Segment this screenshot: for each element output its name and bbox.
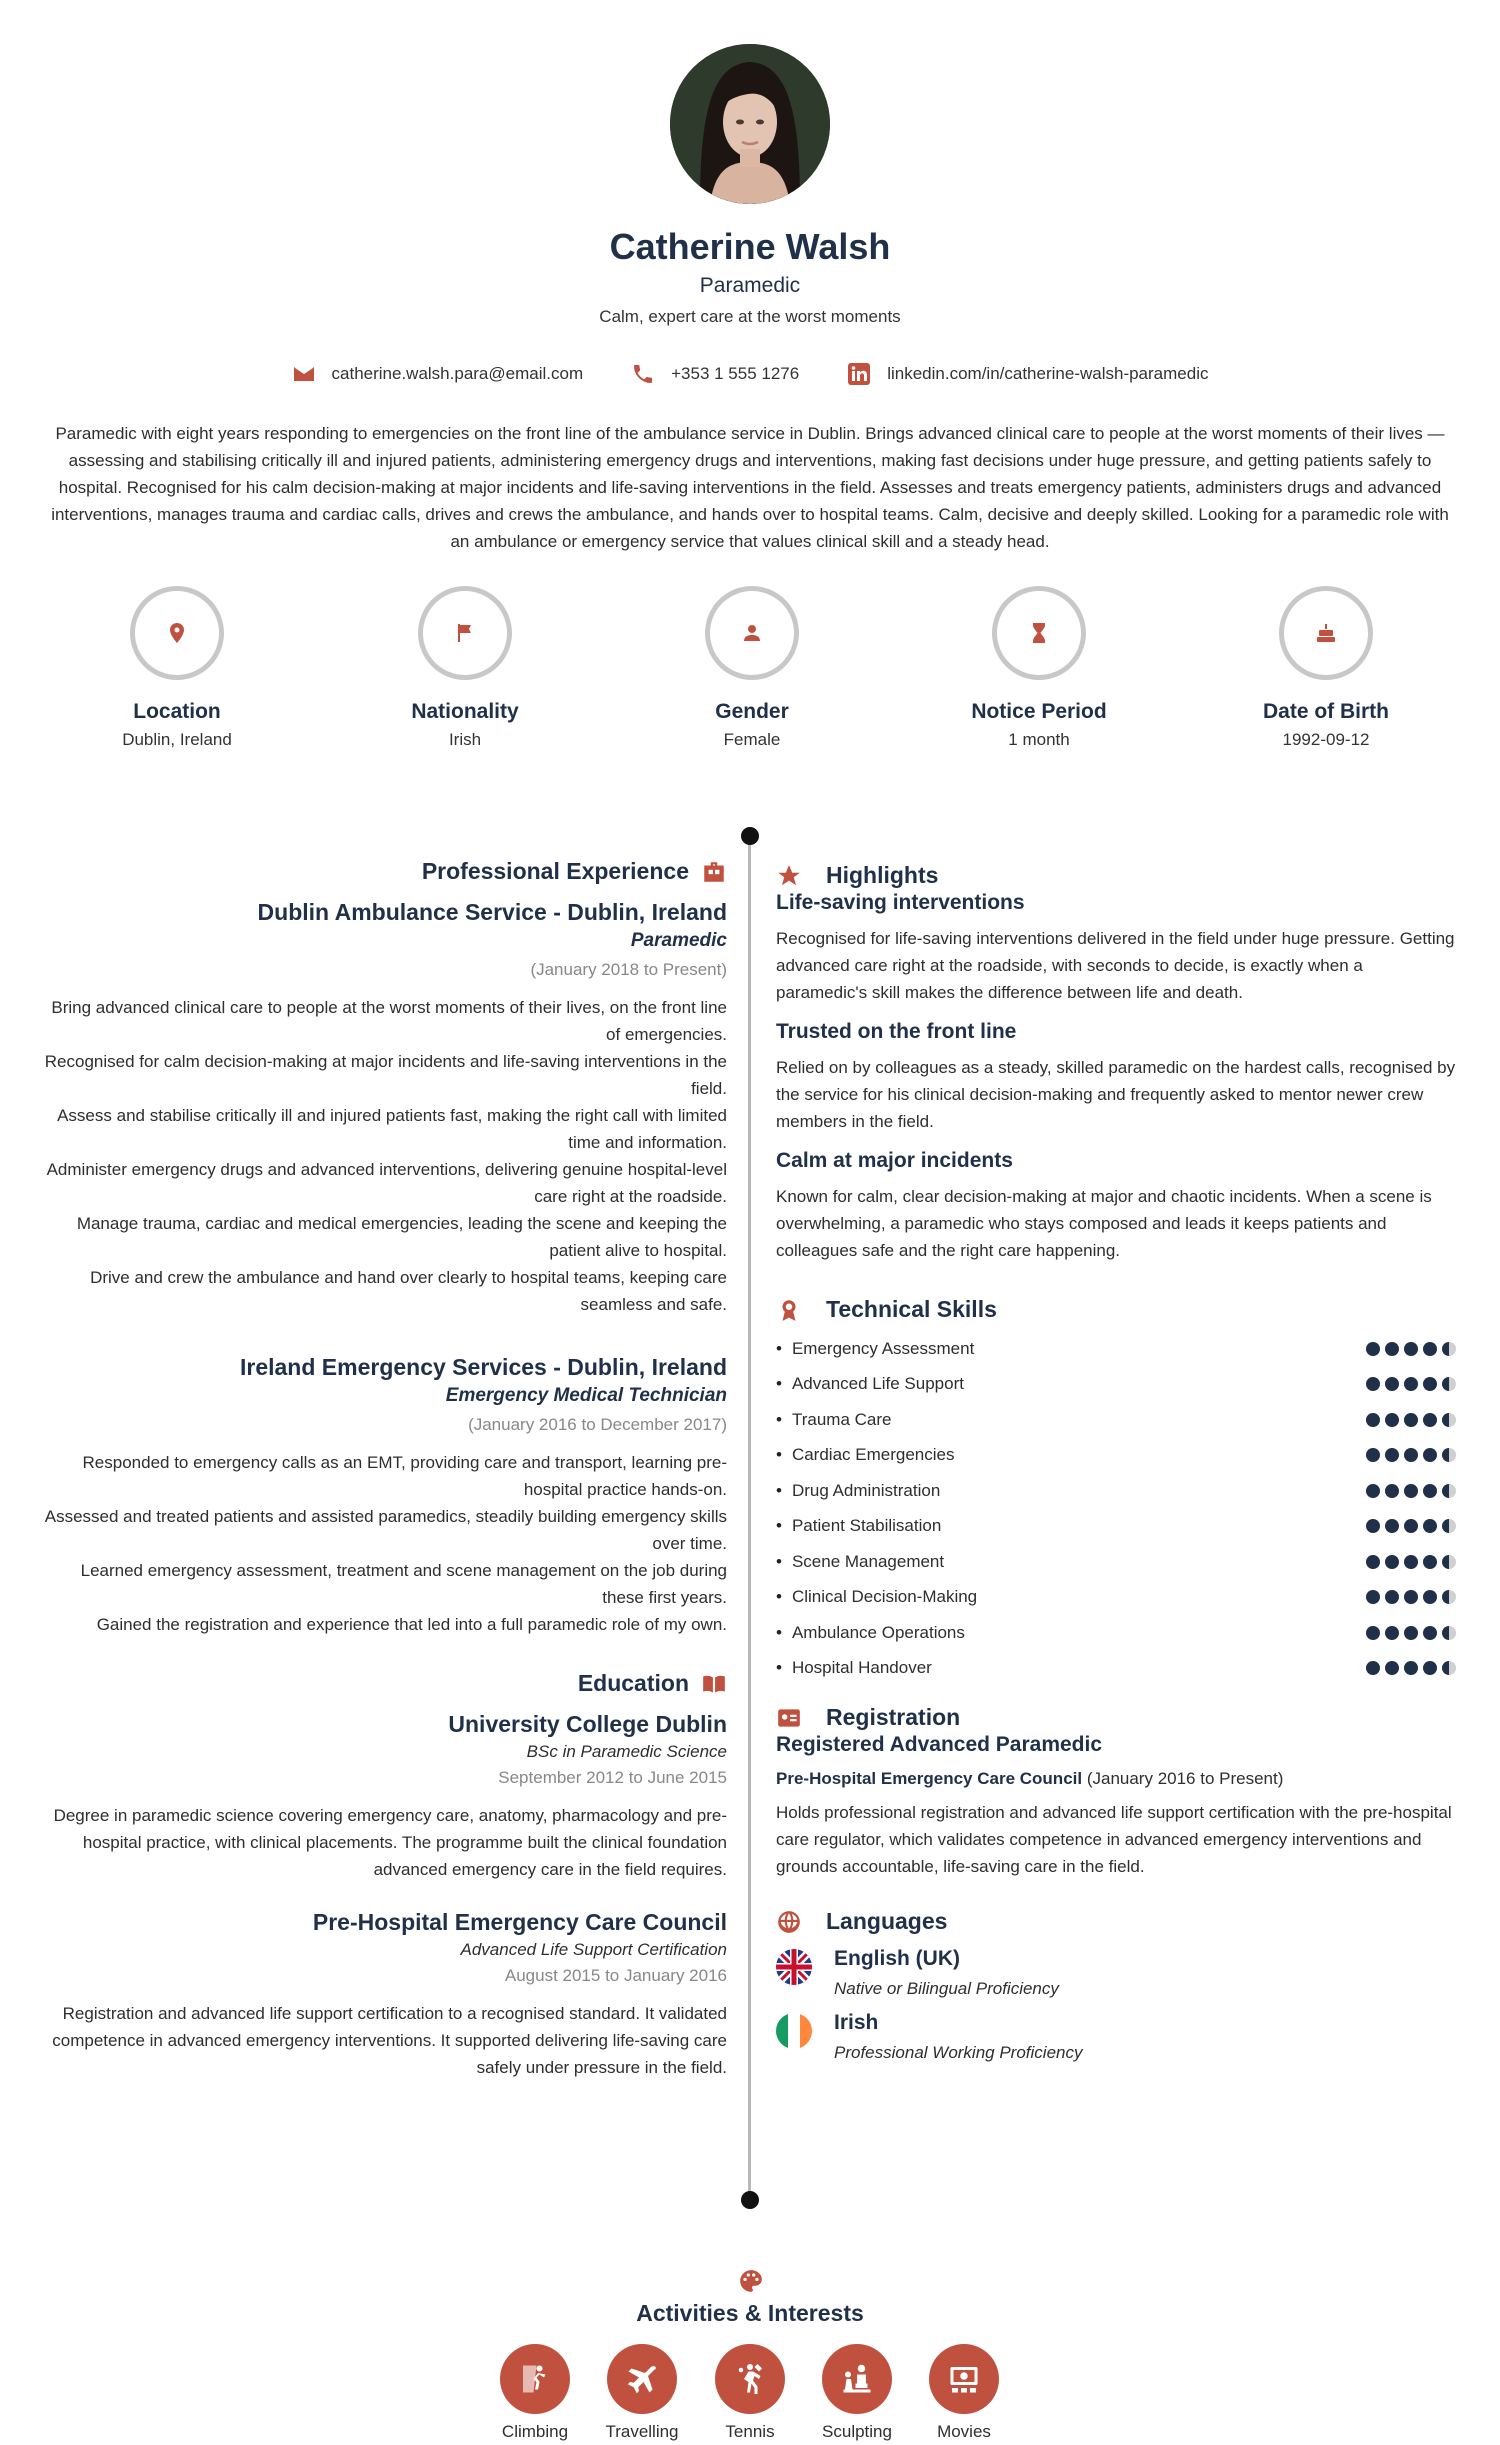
info-ring xyxy=(1279,586,1373,680)
interest-label: Tennis xyxy=(725,2422,775,2441)
language-level: Professional Working Proficiency xyxy=(834,2043,1083,2062)
job-bullet: Recognised for calm decision-making at major incidents and life-saving interventions in the field. xyxy=(44,1052,727,1098)
interest-label: Travelling xyxy=(605,2422,679,2441)
profile-summary: Paramedic with eight years responding to emergencies on the front line of the ambulance service in Dublin. Brings advanced clinical care to people at the worst moments of their lives — assessing and stabilising critically ill and injured patients, administering emergency drugs and interventions, making fast decisions under huge pressure, and getting patients safely to hospital. Recognised for his calm decision-making at major incidents and life-saving interventions in the field. Assesses and treats emergency patients, administers drugs and advanced interventions, manages trauma and cardiac calls, drives and crews the ambulance, and hands over to hospital teams. Calm, decisive and deeply skilled. Looking for a paramedic role with an ambulance or emergency service that values clinical skill and a steady head. xyxy=(51,424,1449,551)
skill-rating xyxy=(1366,1377,1456,1391)
highlight-text: Known for calm, clear decision-making at major and chaotic incidents. When a scene is overwhelming, a paramedic who stays composed and leads it keeps patients and colleagues safe and the right care happening. xyxy=(776,1187,1432,1260)
rating-dot xyxy=(1385,1555,1399,1569)
registration-title-text: Registration xyxy=(826,1704,961,1730)
rating-dot xyxy=(1442,1661,1456,1675)
job-bullet: Manage trauma, cardiac and medical emergencies, leading the scene and keeping the patient alive to hospital. xyxy=(76,1214,727,1260)
skill-name: • Cardiac Emergencies xyxy=(776,1445,954,1465)
job-bullet: Gained the registration and experience that led into a full paramedic role of my own. xyxy=(96,1615,727,1634)
candidate-name: Catherine Walsh xyxy=(609,226,891,267)
education-school: University College Dublin xyxy=(448,1711,727,1737)
email-text[interactable]: catherine.walsh.para@email.com xyxy=(331,364,584,383)
rating-dot xyxy=(1442,1413,1456,1427)
rating-dot xyxy=(1423,1484,1437,1498)
skill-rating xyxy=(1366,1661,1456,1675)
education-school: Pre-Hospital Emergency Care Council xyxy=(312,1909,727,1935)
star-icon xyxy=(776,863,802,889)
skills-list xyxy=(776,1331,1456,1686)
info-nationality xyxy=(345,586,585,750)
languages-title xyxy=(776,1908,1456,1935)
info-value: 1992-09-12 xyxy=(1282,730,1370,749)
info-ring xyxy=(705,586,799,680)
interest-bubble xyxy=(500,2344,570,2414)
timeline-dot-top xyxy=(741,827,759,845)
interest-climbing xyxy=(480,2344,590,2442)
rating-dot xyxy=(1442,1519,1456,1533)
candidate-tagline: Calm, expert care at the worst moments xyxy=(599,307,901,326)
highlight-text: Recognised for life-saving interventions delivered in the field under huge pressure. Getting advanced care right at the roadside, with seconds to decide, is exactly when a paramedic's skill makes the difference between life and death. xyxy=(776,929,1455,1002)
skill-name: • Advanced Life Support xyxy=(776,1374,964,1394)
right-column xyxy=(776,862,1456,2063)
profile-photo xyxy=(670,44,830,204)
skill-rating xyxy=(1366,1484,1456,1498)
palette-icon xyxy=(738,2268,764,2294)
job-role: Paramedic xyxy=(630,930,727,951)
flag-icon xyxy=(453,621,477,645)
job-bullet: Responded to emergency calls as an EMT, providing care and transport, learning pre-hospital practice hands-on. xyxy=(82,1453,727,1499)
education-degree: Advanced Life Support Certification xyxy=(460,1940,727,1959)
linkedin-icon xyxy=(847,362,871,386)
rating-dot xyxy=(1404,1413,1418,1427)
info-label: Date of Birth xyxy=(1263,700,1389,723)
rating-dot xyxy=(1442,1626,1456,1640)
experience-title-text: Professional Experience xyxy=(421,858,689,884)
job-bullet: Drive and crew the ambulance and hand over clearly to hospital teams, keeping care seamless and safe. xyxy=(90,1268,727,1314)
rating-dot xyxy=(1442,1377,1456,1391)
education-dates: August 2015 to January 2016 xyxy=(504,1966,727,1985)
interest-tennis xyxy=(695,2344,805,2442)
timeline-line xyxy=(748,836,751,2200)
info-location xyxy=(57,586,297,750)
rating-dot xyxy=(1385,1342,1399,1356)
info-ring xyxy=(992,586,1086,680)
rating-dot xyxy=(1366,1413,1380,1427)
skill-row xyxy=(776,1544,1456,1580)
skill-name: • Trauma Care xyxy=(776,1410,891,1430)
skill-row xyxy=(776,1580,1456,1616)
rating-dot xyxy=(1423,1519,1437,1533)
rating-dot xyxy=(1423,1413,1437,1427)
language-level: Native or Bilingual Proficiency xyxy=(834,1979,1059,1998)
job-dates: (January 2016 to December 2017) xyxy=(468,1415,727,1434)
registration-text: Holds professional registration and advanced life support certification with the pre-hospital care regulator, which validates competence in advanced emergency interventions and grounds accountable, life-saving care in the field. xyxy=(776,1803,1452,1876)
highlights-title-text: Highlights xyxy=(826,862,939,888)
education-dates: September 2012 to June 2015 xyxy=(498,1768,727,1787)
skill-row xyxy=(776,1473,1456,1509)
airplane-icon xyxy=(624,2361,660,2397)
education-entry xyxy=(44,1711,727,1883)
job-bullet: Bring advanced clinical care to people at the worst moments of their lives, on the front line of emergencies. xyxy=(51,998,727,1044)
highlight-title: Calm at major incidents xyxy=(776,1149,1013,1172)
rating-dot xyxy=(1404,1590,1418,1604)
rating-dot xyxy=(1366,1661,1380,1675)
education-title-text: Education xyxy=(577,1670,689,1696)
rating-dot xyxy=(1385,1661,1399,1675)
person-icon xyxy=(740,621,764,645)
rating-dot xyxy=(1423,1661,1437,1675)
rating-dot xyxy=(1404,1484,1418,1498)
interest-movies xyxy=(909,2344,1019,2442)
skill-rating xyxy=(1366,1590,1456,1604)
skill-row xyxy=(776,1651,1456,1687)
job-bullet: Assessed and treated patients and assisted paramedics, steadily building emergency skills over time. xyxy=(44,1507,727,1553)
skill-row xyxy=(776,1367,1456,1403)
candidate-role: Paramedic xyxy=(699,274,801,297)
skill-name: • Emergency Assessment xyxy=(776,1339,974,1359)
book-icon xyxy=(701,1671,727,1697)
rating-dot xyxy=(1423,1377,1437,1391)
interests-title: Activities & Interests xyxy=(636,2300,864,2326)
rating-dot xyxy=(1366,1590,1380,1604)
rating-dot xyxy=(1366,1377,1380,1391)
rating-dot xyxy=(1366,1519,1380,1533)
rating-dot xyxy=(1442,1342,1456,1356)
contact-phone[interactable] xyxy=(631,362,799,386)
rating-dot xyxy=(1423,1626,1437,1640)
rating-dot xyxy=(1385,1484,1399,1498)
email-icon xyxy=(292,362,316,386)
skill-rating xyxy=(1366,1413,1456,1427)
sculpting-icon xyxy=(839,2361,875,2397)
rating-dot xyxy=(1366,1448,1380,1462)
language-name: Irish xyxy=(834,2011,879,2034)
linkedin-text[interactable]: linkedin.com/in/catherine-walsh-paramedic xyxy=(887,364,1209,383)
tennis-icon xyxy=(732,2361,768,2397)
interest-label: Climbing xyxy=(501,2422,569,2441)
rating-dot xyxy=(1366,1626,1380,1640)
interest-bubble xyxy=(607,2344,677,2414)
skill-row xyxy=(776,1615,1456,1651)
globe-icon xyxy=(776,1909,802,1935)
phone-icon xyxy=(631,362,655,386)
rating-dot xyxy=(1404,1519,1418,1533)
briefcase-icon xyxy=(701,859,727,885)
skill-name: • Clinical Decision-Making xyxy=(776,1587,977,1607)
education-description: Registration and advanced life support certification to a recognised standard. It validated competence in advanced emergency interventions. It supported delivering life-saving care safely under pressure in the field. xyxy=(52,2004,727,2077)
job-bullet: Assess and stabilise critically ill and injured patients fast, making the right call with limited time and information. xyxy=(57,1106,727,1152)
rating-dot xyxy=(1385,1448,1399,1462)
info-value: 1 month xyxy=(1008,730,1070,749)
climbing-icon xyxy=(517,2361,553,2397)
highlights-title xyxy=(776,862,1456,889)
language-text xyxy=(834,1947,1059,1999)
registration-issuer: Pre-Hospital Emergency Care Council xyxy=(776,1769,1083,1788)
language-item xyxy=(776,1947,1456,1999)
job-role: Emergency Medical Technician xyxy=(445,1385,727,1406)
rating-dot xyxy=(1404,1448,1418,1462)
language-name: English (UK) xyxy=(834,1947,960,1970)
skill-name: • Ambulance Operations xyxy=(776,1623,965,1643)
contact-linkedin[interactable] xyxy=(847,362,1208,386)
skill-row xyxy=(776,1438,1456,1474)
info-label: Gender xyxy=(715,700,789,723)
info-ring xyxy=(418,586,512,680)
job-company: Ireland Emergency Services - Dublin, Ireland xyxy=(239,1354,727,1380)
info-ring xyxy=(130,586,224,680)
job-entry xyxy=(44,1354,727,1638)
contact-bar xyxy=(0,362,1500,386)
interest-travelling xyxy=(587,2344,697,2442)
info-gender xyxy=(632,586,872,750)
job-entry xyxy=(44,899,727,1318)
skill-rating xyxy=(1366,1519,1456,1533)
language-text xyxy=(834,2011,1082,2063)
skill-rating xyxy=(1366,1626,1456,1640)
skills-title xyxy=(776,1296,1456,1323)
job-bullets xyxy=(44,1449,727,1638)
skill-name: • Hospital Handover xyxy=(776,1658,932,1678)
education-entry xyxy=(44,1909,727,2081)
rating-dot xyxy=(1442,1590,1456,1604)
rating-dot xyxy=(1366,1342,1380,1356)
interest-bubble xyxy=(715,2344,785,2414)
rating-dot xyxy=(1385,1590,1399,1604)
movies-icon xyxy=(946,2361,982,2397)
interest-bubble xyxy=(929,2344,999,2414)
info-label: Nationality xyxy=(411,700,519,723)
info-date-of-birth xyxy=(1206,586,1446,750)
education-title xyxy=(44,1670,727,1697)
experience-title xyxy=(44,858,727,885)
skill-rating xyxy=(1366,1448,1456,1462)
education-degree: BSc in Paramedic Science xyxy=(526,1742,727,1761)
highlight-title: Life-saving interventions xyxy=(776,891,1025,914)
education-description: Degree in paramedic science covering emergency care, anatomy, pharmacology and pre-hospital practice, with clinical placements. The programme built the clinical foundation advanced emergency care in the field requires. xyxy=(53,1806,727,1879)
skill-name: • Drug Administration xyxy=(776,1481,940,1501)
contact-email[interactable] xyxy=(292,362,584,386)
info-value: Female xyxy=(723,730,781,749)
info-value: Irish xyxy=(448,730,482,749)
rating-dot xyxy=(1385,1413,1399,1427)
rating-dot xyxy=(1442,1448,1456,1462)
skill-row xyxy=(776,1331,1456,1367)
ireland-flag-icon xyxy=(776,2013,812,2049)
highlight-text: Relied on by colleagues as a steady, skilled paramedic on the hardest calls, recognised by the service for his clinical decision-making and frequently asked to mentor newer crew members in the field. xyxy=(776,1058,1456,1131)
info-label: Notice Period xyxy=(971,700,1107,723)
rating-dot xyxy=(1404,1661,1418,1675)
skill-row xyxy=(776,1402,1456,1438)
job-company: Dublin Ambulance Service - Dublin, Ireland xyxy=(257,899,727,925)
interest-bubble xyxy=(822,2344,892,2414)
rating-dot xyxy=(1442,1484,1456,1498)
languages-title-text: Languages xyxy=(826,1908,948,1934)
rating-dot xyxy=(1404,1555,1418,1569)
interest-label: Movies xyxy=(937,2422,991,2441)
info-value: Dublin, Ireland xyxy=(122,730,232,749)
registration-name: Registered Advanced Paramedic xyxy=(776,1733,1103,1756)
highlight-title: Trusted on the front line xyxy=(776,1020,1017,1043)
registration-title xyxy=(776,1704,1456,1731)
job-bullets xyxy=(44,994,727,1318)
rating-dot xyxy=(1423,1555,1437,1569)
rating-dot xyxy=(1404,1626,1418,1640)
skill-row xyxy=(776,1509,1456,1545)
rating-dot xyxy=(1423,1590,1437,1604)
timeline-dot-bottom xyxy=(741,2191,759,2209)
skills-title-text: Technical Skills xyxy=(826,1296,997,1322)
cake-icon xyxy=(1314,621,1338,645)
award-icon xyxy=(776,1297,802,1323)
rating-dot xyxy=(1404,1342,1418,1356)
hourglass-icon xyxy=(1027,621,1051,645)
skill-rating xyxy=(1366,1342,1456,1356)
job-dates: (January 2018 to Present) xyxy=(530,960,727,979)
location-pin-icon xyxy=(165,621,189,645)
experience-section xyxy=(44,858,727,2081)
skill-rating xyxy=(1366,1555,1456,1569)
uk-flag-icon xyxy=(776,1949,812,1985)
rating-dot xyxy=(1423,1448,1437,1462)
phone-text[interactable]: +353 1 555 1276 xyxy=(671,364,800,383)
interest-sculpting xyxy=(802,2344,912,2442)
info-label: Location xyxy=(133,700,221,723)
language-item xyxy=(776,2011,1456,2063)
rating-dot xyxy=(1385,1377,1399,1391)
rating-dot xyxy=(1404,1377,1418,1391)
registration-dates: (January 2016 to Present) xyxy=(1086,1769,1284,1788)
job-bullet: Administer emergency drugs and advanced interventions, delivering genuine hospital-level care right at the roadside. xyxy=(46,1160,727,1206)
rating-dot xyxy=(1366,1555,1380,1569)
job-bullet: Learned emergency assessment, treatment and scene management on the job during these first years. xyxy=(80,1561,727,1607)
info-notice-period xyxy=(919,586,1159,750)
rating-dot xyxy=(1423,1342,1437,1356)
registration-issuer-line xyxy=(776,1769,1456,1789)
rating-dot xyxy=(1385,1626,1399,1640)
skill-name: • Scene Management xyxy=(776,1552,944,1572)
rating-dot xyxy=(1442,1555,1456,1569)
rating-dot xyxy=(1366,1484,1380,1498)
skill-name: • Patient Stabilisation xyxy=(776,1516,941,1536)
interest-label: Sculpting xyxy=(822,2422,892,2441)
rating-dot xyxy=(1385,1519,1399,1533)
id-card-icon xyxy=(776,1705,802,1731)
